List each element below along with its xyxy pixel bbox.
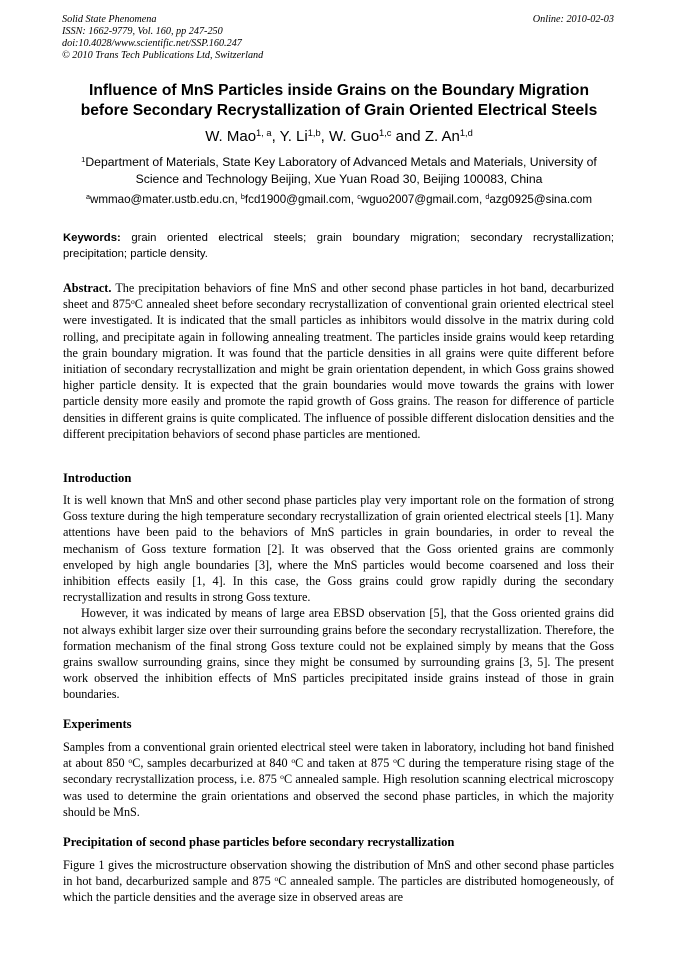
- degree-sup: o: [128, 756, 133, 766]
- online-date: Online: 2010-02-03: [532, 14, 614, 25]
- issn-line: ISSN: 1662-9779, Vol. 160, pp 247-250: [62, 26, 223, 37]
- author-sep: and: [391, 128, 425, 145]
- doi-line: doi:10.4028/www.scientific.net/SSP.160.247: [62, 38, 242, 49]
- paper-title: [40, 81, 638, 121]
- experiments-text-3: C and taken at 875: [295, 756, 390, 771]
- introduction-paragraph-1: It is well known that MnS and other second phase particles play very important role on the formation of strong Goss texture during the high temperature secondary recrystallization of grain oriented electrical steels [1]. Many attentions have been paid to the behaviors of MnS particles in grain boundaries, in order to reveal the mechanism of Goss texture formation [2]. It was observed that the Goss oriented grains are commonly enveloped by high angle boundaries [3], where the MnS particles would become coarsened and loss their inhibition effects easily [1, 4]. In this case, the Goss grains could grow rapidly during the secondary recrystallization and results in strong Goss texture.: [63, 493, 614, 605]
- email-address[interactable]: wguo2007@gmail.com: [360, 193, 479, 206]
- abstract-text-1: The precipitation behaviors of fine MnS and other second phase particles in hot band, decarburized sheet and 875: [63, 281, 614, 312]
- email-sup: c: [357, 192, 361, 202]
- keywords: [63, 231, 614, 262]
- experiments-text-1: Samples from a conventional grain oriented electrical steel were taken in laboratory, including hot band finished at about 850: [63, 740, 614, 771]
- title-line-2: before Secondary Recrystallization of Grain Oriented Electrical Steels: [80, 102, 598, 119]
- title-line-1: Influence of MnS Particles inside Grains on the Boundary Migration: [89, 82, 589, 99]
- author-name: Y. Li: [279, 128, 308, 145]
- degree-sup: o: [130, 297, 135, 307]
- email-sup: d: [485, 192, 490, 202]
- degree-sup: o: [291, 756, 296, 766]
- author-list: [40, 128, 638, 145]
- experiments-text-2: C, samples decarburized at 840: [132, 756, 288, 771]
- author-name: Z. An: [424, 128, 460, 145]
- author-name: W. Guo: [329, 128, 380, 145]
- email-sup: b: [240, 192, 245, 202]
- copyright-line: © 2010 Trans Tech Publications Ltd, Switzerland: [62, 50, 264, 61]
- keywords-text: grain oriented electrical steels; grain boundary migration; secondary recrystallization; precipitation; particle density.: [63, 232, 615, 260]
- experiments-heading: Experiments: [63, 717, 132, 731]
- affiliation-sup: 1: [81, 154, 86, 164]
- experiments-text-4: C during the temperature rising stage of the secondary recrystallization process, i.e. 875: [63, 756, 614, 787]
- email-address[interactable]: wmmao@mater.ustb.edu.cn: [89, 193, 235, 206]
- email-address[interactable]: fcd1900@gmail.com: [244, 193, 351, 206]
- experiments-text-5: C annealed sample. High resolution scanning electrical microscopy was used to determine the grain orientations and observed the second phase particles, in which the majority should be MnS.: [63, 772, 614, 819]
- email-sep: ,: [234, 193, 241, 206]
- author-name: W. Mao: [205, 128, 257, 145]
- journal-name: Solid State Phenomena: [62, 14, 157, 25]
- introduction-body: [63, 492, 614, 703]
- author-sep: ,: [271, 128, 280, 145]
- precipitation-body: [63, 857, 614, 906]
- author-sup: 1,d: [459, 127, 473, 138]
- affiliation-line-1: Department of Materials, State Key Laboratory of Advanced Metals and Materials, University of: [85, 155, 597, 169]
- degree-sup: o: [274, 874, 279, 884]
- degree-sup: o: [280, 772, 284, 782]
- affiliation-line-2: Science and Technology Beijing, Xue Yuan Road 30, Beijing 100083, China: [135, 172, 543, 186]
- degree-sup: o: [393, 756, 397, 766]
- author-sep: ,: [320, 128, 330, 145]
- experiments-body: [63, 739, 614, 820]
- email-sep: ,: [478, 193, 486, 206]
- precipitation-text-2: C annealed sample. The particles are distributed homogeneously, of which the particle densities and the average size in observed areas are: [63, 874, 614, 905]
- email-address[interactable]: azg0925@sina.com: [489, 193, 593, 206]
- introduction-heading: Introduction: [63, 471, 132, 485]
- keywords-label: Keywords:: [63, 232, 121, 244]
- author-sup: 1,b: [307, 127, 321, 138]
- author-sup: 1, a: [256, 127, 272, 138]
- precipitation-heading: Precipitation of second phase particles before secondary recrystallization: [63, 835, 455, 849]
- email-sep: ,: [350, 193, 358, 206]
- affiliation: [60, 154, 618, 188]
- precipitation-text-1: Figure 1 gives the microstructure observation showing the distribution of MnS and other second phase particles in hot band, decarburized sample and 875: [63, 858, 614, 889]
- abstract: [63, 280, 614, 442]
- introduction-paragraph-2: However, it was indicated by means of large area EBSD observation [5], that the Goss oriented grains did not always exhibit larger size over their surrounding grains before the secondary recrystallization. Therefore, the formation mechanism of the final strong Goss texture could not be explained simply by means that the Goss grains swallow surrounding grains, since they might be consumed by surrounding grains [3, 5]. The present work observed the inhibition effects of MnS particles precipitated inside grains instead of those in grain boundaries.: [63, 606, 614, 702]
- abstract-label: Abstract.: [63, 281, 112, 295]
- email-list: [40, 193, 638, 206]
- abstract-text-2: C annealed sheet before secondary recrystallization of conventional grain oriented electrical steel were investigated. It is indicated that the small particles as inhibitors would dissolve in the matrix during cold rolling, and precipitate again in following annealing treatment. The particles inside grains would keep retarding the grain boundary migration. It was found that the particle densities in all grains were quite different before initiation of secondary recrystallization and might be grain orientation dependent, in which Goss grains showed higher particle density. It is expected that the grain boundaries would move towards the grains with lower particle density more easily and promote the rapid growth of Goss grains. The reason for difference of particle densities in different grains is quite complicated. The influence of possible different dislocation densities and the different precipitation behaviors of second phase particles are mentioned.: [63, 297, 615, 441]
- email-sup: a: [85, 192, 90, 202]
- author-sup: 1,c: [379, 127, 392, 138]
